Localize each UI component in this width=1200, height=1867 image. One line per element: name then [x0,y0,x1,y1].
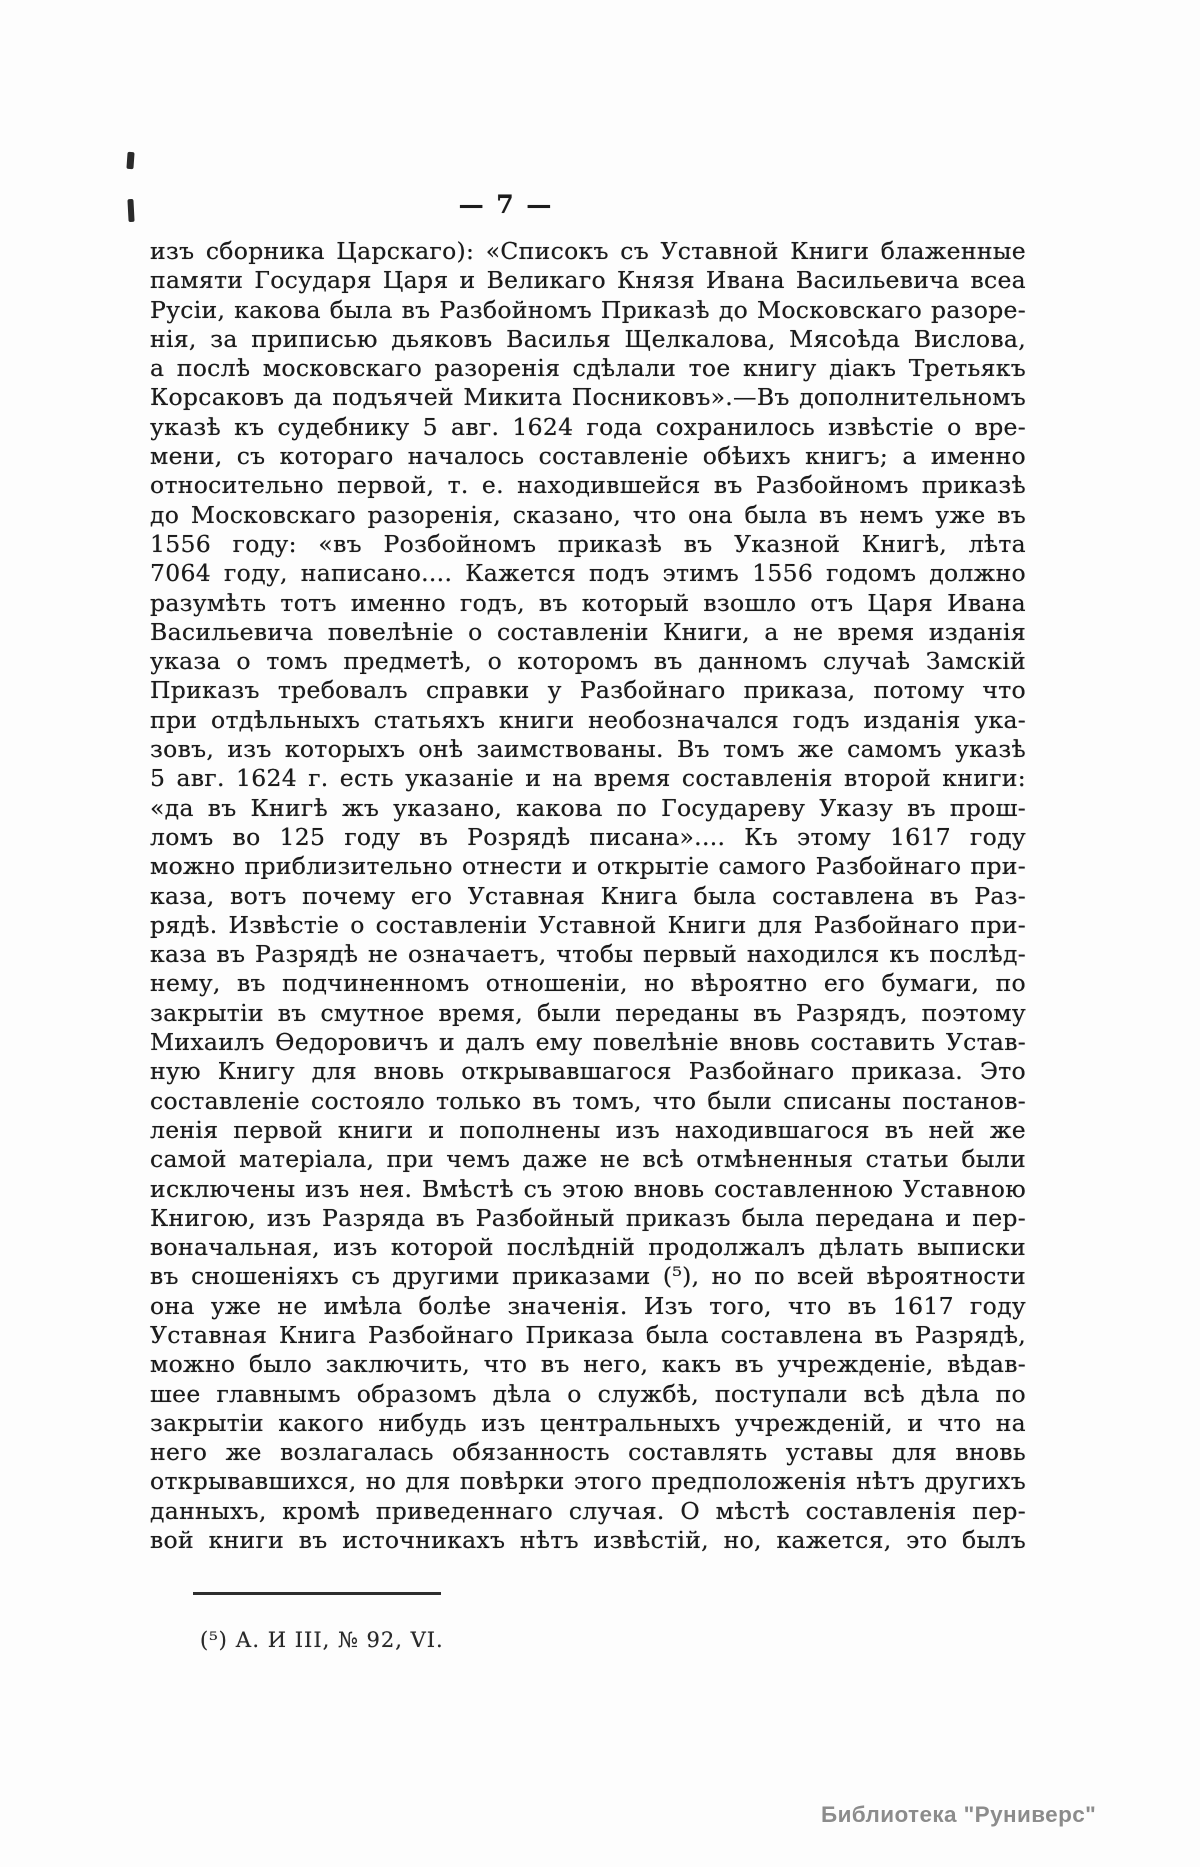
text-line: можно приблизительно отнести и открытіе самого Разбойнаго при- [150,852,1026,881]
text-line: можно было заключить, что въ него, какъ въ учрежденіе, вѣдав- [150,1350,1026,1379]
text-line: до Московскаго разоренія, сказано, что она была въ немъ уже въ [150,500,1026,529]
text-line: нія, за приписью дьяковъ Василья Щелкалова, Мясоѣда Вислова, [150,324,1026,353]
scan-artifact [126,152,134,169]
text-line: Михаилъ Ѳедоровичъ и далъ ему повелѣніе вновь составить Устав- [150,1028,1026,1057]
text-line: указѣ къ судебнику 5 авг. 1624 года сохранилось извѣстіе о вре- [150,412,1026,441]
library-watermark: Библиотека "Руниверс" [821,1802,1097,1827]
page-number: — 7 — [458,190,554,219]
text-line: самой матеріала, при чемъ даже не всѣ отмѣненныя статьи были [150,1145,1026,1174]
text-line: Приказъ требовалъ справки у Разбойнаго приказа, потому что [150,676,1026,705]
text-line: каза въ Разрядѣ не означаетъ, чтобы первый находился къ послѣд- [150,940,1026,969]
text-line: исключены изъ нея. Вмѣстѣ съ этою вновь составленною Уставною [150,1174,1026,1203]
text-line: она уже не имѣла болѣе значенія. Изъ того, что въ 1617 году [150,1291,1026,1320]
text-line: составленіе состояло только въ томъ, что были списаны постанов- [150,1086,1026,1115]
text-line: указа о томъ предметѣ, о которомъ въ данномъ случаѣ Замскій [150,647,1026,676]
footnote-divider [193,1592,441,1595]
text-line: него же возлагалась обязанность составлять уставы для вновь [150,1438,1026,1467]
text-line: каза, вотъ почему его Уставная Книга была составлена въ Раз- [150,881,1026,910]
text-line: 1556 году: «въ Розбойномъ приказѣ въ Указной Книгѣ, лѣта [150,529,1026,558]
footnote: (⁵) А. И III, № 92, VI. [200,1628,444,1652]
text-line: при отдѣльныхъ статьяхъ книги необозначался годъ изданія ука- [150,705,1026,734]
text-line: Уставная Книга Разбойнаго Приказа была составлена въ Разрядѣ, [150,1320,1026,1349]
text-line: ленія первой книги и пополнены изъ находившагося въ ней же [150,1115,1026,1144]
text-line: Корсаковъ да подъячей Микита Посниковъ».—Въ дополнительномъ [150,383,1026,412]
text-line: изъ сборника Царскаго): «Списокъ съ Уставной Книги блаженные [150,237,1026,265]
text-line: Русіи, какова была въ Разбойномъ Приказѣ до Московскаго разоре- [150,295,1026,324]
text-line: ломъ во 125 году въ Розрядѣ писана».... Къ этому 1617 году [150,822,1026,851]
text-line: памяти Государя Царя и Великаго Князя Ивана Васильевича всеа [150,266,1026,295]
text-line: Книгою, изъ Разряда въ Разбойный приказъ была передана и пер- [150,1203,1026,1232]
text-line: относительно первой, т. е. находившейся въ Разбойномъ приказѣ [150,471,1026,500]
text-line: открывавшихся, но для повѣрки этого предположенія нѣтъ другихъ [150,1467,1026,1496]
text-line: закрытіи въ смутное время, были переданы въ Разрядъ, поэтому [150,998,1026,1027]
text-line: зовъ, изъ которыхъ онѣ заимствованы. Въ томъ же самомъ указѣ [150,735,1026,764]
text-line: 5 авг. 1624 г. есть указаніе и на время составленія второй книги: [150,764,1026,793]
text-line: Васильевича повелѣніе о составленіи Книги, а не время изданія [150,617,1026,646]
text-line: «да въ Книгѣ жъ указано, какова по Государеву Указу въ прош- [150,793,1026,822]
text-line: разумѣть тотъ именно годъ, въ который взошло отъ Царя Ивана [150,588,1026,617]
text-line: мени, съ котораго началось составленіе обѣихъ книгъ; а именно [150,442,1026,471]
text-line: а послѣ московскаго разоренія сдѣлали тое книгу діакъ Третьякъ [150,354,1026,383]
text-line: ную Книгу для вновь открывавшагося Разбойнаго приказа. Это [150,1057,1026,1086]
text-line: въ сношеніяхъ съ другими приказами (⁵), но по всей вѣроятности [150,1262,1026,1291]
scan-artifact [127,199,134,222]
text-line: нему, въ подчиненномъ отношеніи, но вѣроятно его бумаги, по [150,969,1026,998]
text-line: вой книги въ источникахъ нѣтъ извѣстій, но, кажется, это былъ [150,1526,1026,1555]
body-text [150,237,1026,1555]
text-line: данныхъ, кромѣ приведеннаго случая. О мѣстѣ составленія пер- [150,1496,1026,1525]
text-line: 7064 году, написано.... Кажется подъ этимъ 1556 годомъ должно [150,559,1026,588]
text-line: рядѣ. Извѣстіе о составленіи Уставной Книги для Разбойнаго при- [150,910,1026,939]
text-line: шее главнымъ образомъ дѣла о службѣ, поступали всѣ дѣла по [150,1379,1026,1408]
text-line: воначальная, изъ которой послѣдній продолжалъ дѣлать выписки [150,1233,1026,1262]
text-line: закрытіи какого нибудь изъ центральныхъ учрежденій, и что на [150,1408,1026,1437]
